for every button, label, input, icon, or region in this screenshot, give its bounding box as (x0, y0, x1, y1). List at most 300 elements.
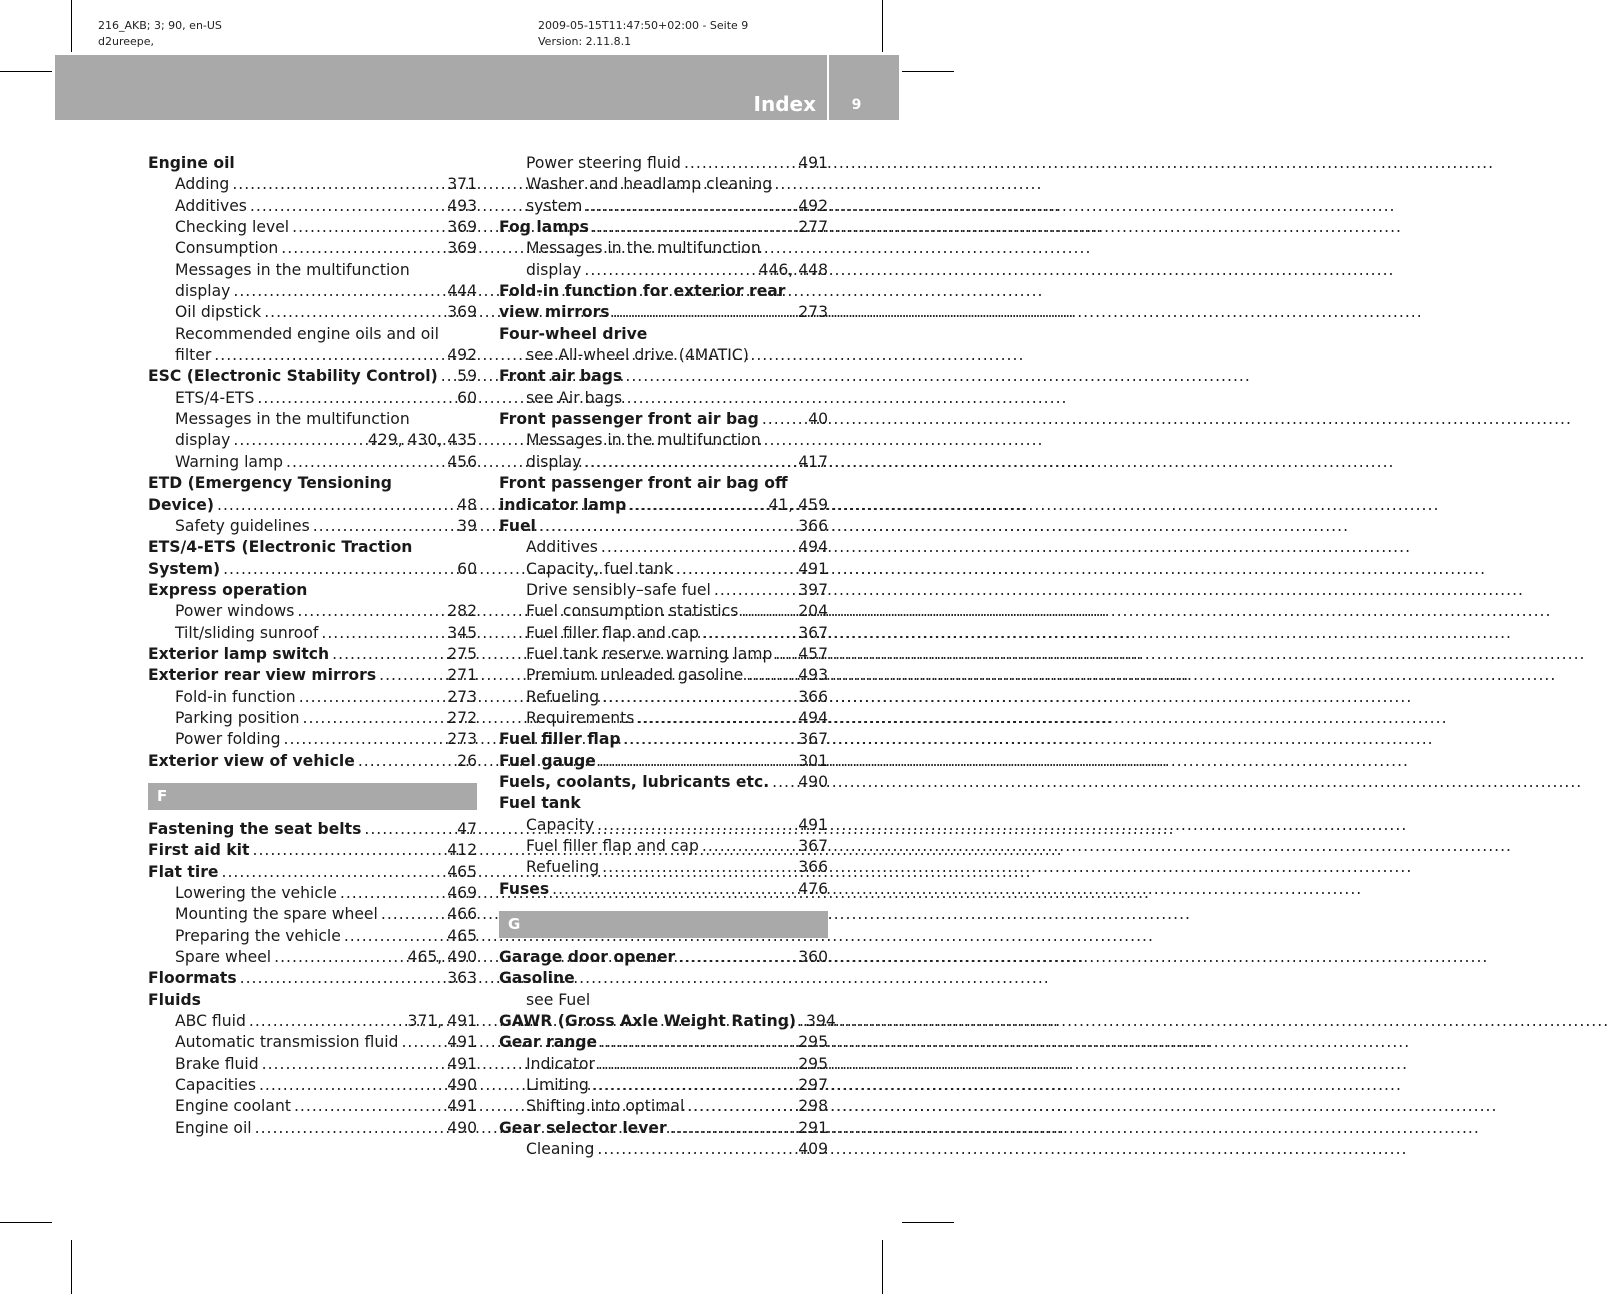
dot-leader (673, 559, 798, 580)
entry-page-ref: 26 (457, 751, 477, 770)
entry-term: Floormats (148, 969, 237, 988)
dot-leader (337, 883, 447, 904)
entry-page-ref: 363 (447, 969, 477, 988)
entry-page-ref: 491 (447, 1033, 477, 1052)
entry-term: Exterior view of vehicle (148, 751, 355, 770)
entry-term: Fluids (148, 990, 201, 1009)
entry-page-ref: 282 (447, 602, 477, 621)
entry-term: Messages in the multifunction (175, 410, 410, 429)
index-entry (148, 862, 477, 883)
index-entry (148, 366, 477, 387)
index-subentry (148, 729, 477, 750)
dot-leader (300, 708, 448, 729)
index-entry (148, 559, 477, 580)
entry-page-ref: 277 (798, 218, 828, 237)
index-subentry (148, 883, 477, 904)
dot-leader (229, 174, 447, 195)
dot-leader (252, 1118, 448, 1139)
dot-leader (711, 580, 798, 601)
entry-term: Gear range (499, 1033, 598, 1052)
index-entry (499, 495, 828, 516)
index-entry (499, 968, 828, 989)
index-subentry (499, 815, 828, 836)
entry-term: Front passenger front air bag (499, 410, 759, 429)
entry-term: Messages in the multifunction (526, 239, 761, 258)
section-header-f: F (148, 783, 477, 810)
dot-leader (438, 366, 457, 387)
dot-leader (283, 452, 447, 473)
dot-leader (634, 708, 798, 729)
index-entry (148, 495, 477, 516)
entry-term: Messages in the multifunction (526, 431, 761, 450)
index-subentry (499, 452, 828, 473)
entry-page-ref: 369 (447, 218, 477, 237)
entry-term: Fuel filler flap and cap (526, 837, 699, 855)
entry-page-ref: 295 (798, 1054, 828, 1073)
index-entry (499, 473, 828, 494)
entry-term: Recommended engine oils and oil (175, 324, 439, 343)
index-subentry (148, 1011, 477, 1032)
index-entry (499, 302, 828, 323)
index-subentry (148, 409, 477, 430)
index-subentry (499, 1075, 828, 1096)
index-subentry (148, 217, 477, 238)
entry-term: Drive sensibly–safe fuel (526, 580, 711, 599)
index-entry (148, 990, 477, 1011)
page-title: Index (753, 92, 816, 116)
dot-leader (214, 495, 457, 516)
index-subentry (499, 687, 828, 708)
dot-leader (599, 857, 798, 878)
index-subentry (499, 857, 828, 878)
entry-page-ref: 492 (798, 196, 828, 215)
dot-leader (759, 409, 808, 430)
dot-leader (536, 516, 798, 537)
dot-leader (211, 345, 447, 366)
index-subentry (148, 238, 477, 259)
index-subentry (499, 537, 828, 558)
entry-page-ref: 492 (447, 346, 477, 365)
dot-leader (378, 904, 447, 925)
entry-page-ref: 412 (447, 841, 477, 860)
entry-term: Fuels, coolants, lubricants etc. (499, 772, 770, 791)
dot-leader (597, 1032, 798, 1053)
index-subentry (499, 623, 828, 644)
entry-term: Capacities (175, 1076, 256, 1095)
entry-page-ref: 301 (798, 751, 828, 770)
index-entry (499, 947, 828, 968)
index-entry (499, 879, 828, 900)
dot-leader (599, 687, 798, 708)
entry-page-ref: 41, 459 (768, 495, 828, 514)
index-subentry (499, 601, 828, 622)
dot-leader (247, 196, 447, 217)
entry-page-ref: 491 (447, 1097, 477, 1116)
entry-page-ref: 476 (798, 879, 828, 898)
entry-page-ref: 367 (798, 623, 828, 642)
entry-term: First aid kit (148, 841, 250, 860)
entry-term: Gasoline (499, 969, 575, 988)
index-subentry (148, 345, 477, 366)
dot-leader (595, 1054, 798, 1075)
entry-term: Capacity (526, 815, 595, 834)
entry-page-ref: 273 (447, 730, 477, 749)
dot-leader (699, 623, 798, 644)
index-subentry (148, 926, 477, 947)
index-subentry (148, 1032, 477, 1053)
entry-term: Four-wheel drive (499, 324, 648, 343)
entry-term: Lowering the vehicle (175, 884, 337, 902)
entry-term: Exterior rear view mirrors (148, 666, 377, 685)
entry-page-ref: 204 (798, 602, 828, 621)
entry-term: Cleaning (526, 1140, 595, 1159)
index-subentry (499, 559, 828, 580)
dot-leader (398, 1032, 447, 1053)
index-subentry (499, 260, 828, 281)
dot-leader (261, 302, 447, 323)
entry-term: Front air bags (499, 367, 623, 386)
entry-page-ref: 298 (798, 1097, 828, 1116)
entry-page-ref: 47 (457, 819, 477, 838)
dot-leader (699, 836, 798, 857)
entry-term: Power windows (175, 602, 295, 621)
entry-page-ref: 366 (798, 516, 828, 535)
dot-leader (596, 751, 798, 772)
entry-term: Shifting into optimal (526, 1097, 685, 1116)
index-subentry (499, 388, 828, 409)
entry-page-ref: 394 (806, 1012, 836, 1031)
index-entry (499, 793, 828, 814)
print-meta-line: Version: 2.11.8.1 (538, 35, 632, 48)
entry-page-ref: 59 (457, 367, 477, 386)
entry-term: ESC (Electronic Stability Control) (148, 367, 438, 386)
index-entry (499, 772, 828, 793)
entry-page-ref: 491 (798, 154, 828, 172)
entry-page-ref: 465, 490 (407, 948, 477, 967)
section-header-g: G (499, 911, 828, 938)
entry-term: Engine coolant (175, 1097, 291, 1116)
entry-term: Warning lamp (175, 452, 284, 471)
entry-term: Fold-in function for exterior rear (499, 282, 786, 301)
entry-term: display (175, 282, 231, 301)
index-subentry (148, 174, 477, 195)
dot-leader (667, 1118, 799, 1139)
crop-mark (882, 0, 883, 52)
print-meta-line: d2ureepe, (98, 35, 155, 48)
entry-page-ref: 465 (447, 862, 477, 881)
entry-term: Indicator (526, 1054, 595, 1073)
print-meta-left (98, 18, 222, 50)
index-entry (148, 665, 477, 686)
index-subentry (148, 516, 477, 537)
index-entry (148, 153, 477, 174)
index-column-left (148, 153, 477, 1139)
entry-term: Checking level (175, 218, 290, 237)
entry-page-ref: 275 (447, 644, 477, 663)
index-entry (499, 409, 828, 430)
entry-term: system (526, 196, 583, 215)
index-entry (499, 1032, 828, 1053)
entry-page-ref: 295 (798, 1033, 828, 1052)
dot-leader (220, 559, 457, 580)
index-subentry (148, 904, 477, 925)
index-subentry (499, 345, 828, 366)
entry-term: Safety guidelines (175, 516, 310, 535)
dot-leader (280, 729, 447, 750)
index-entry (499, 281, 828, 302)
entry-page-ref: 409 (798, 1140, 828, 1159)
index-subentry (499, 174, 828, 195)
dot-leader (249, 840, 447, 861)
dot-leader (329, 644, 447, 665)
dot-leader (271, 947, 407, 968)
entry-page-ref: 446, 448 (758, 260, 828, 279)
index-subentry (148, 1054, 477, 1075)
entry-page-ref: 291 (798, 1118, 828, 1137)
index-subentry (499, 1096, 828, 1117)
dot-leader (594, 1139, 798, 1160)
dot-leader (796, 1011, 806, 1032)
entry-term: Fuel tank reserve warning lamp (526, 644, 773, 663)
entry-page-ref: 40 (808, 410, 828, 429)
index-entry (148, 840, 477, 861)
index-subentry (499, 708, 828, 729)
index-subentry (499, 836, 828, 857)
index-subentry (499, 430, 828, 451)
entry-term: Fuel filler flap (499, 730, 621, 749)
entry-page-ref: 273 (447, 687, 477, 706)
dot-leader (246, 1011, 408, 1032)
entry-term: display (175, 431, 231, 450)
entry-term: Fuel (499, 516, 536, 535)
dot-leader (743, 665, 798, 686)
index-subentry (499, 990, 828, 1011)
entry-page-ref: 491 (798, 559, 828, 578)
entry-term: Mounting the spare wheel (175, 905, 378, 924)
entry-term: Tilt/sliding sunroof (175, 623, 319, 642)
entry-term: Additives (175, 196, 247, 215)
index-entry (148, 644, 477, 665)
entry-term: Oil dipstick (175, 303, 262, 322)
entry-page-ref: 297 (798, 1076, 828, 1095)
entry-term: Requirements (526, 708, 635, 727)
entry-page-ref: 490 (798, 772, 828, 791)
entry-page-ref: 417 (798, 452, 828, 471)
entry-term: Parking position (175, 708, 300, 727)
dot-leader (294, 601, 447, 622)
entry-term: Engine oil (148, 154, 235, 172)
entry-term: Garage door opener (499, 948, 676, 967)
entry-page-ref: 60 (457, 559, 477, 578)
entry-term: Premium unleaded gasoline (526, 666, 744, 685)
entry-page-ref: 371, 491 (407, 1012, 477, 1031)
index-subentry (148, 196, 477, 217)
dot-leader (254, 388, 457, 409)
entry-page-ref: 345 (447, 623, 477, 642)
entry-term: Brake fluid (175, 1054, 259, 1073)
print-meta-line: 2009-05-15T11:47:50+02:00 - Seite 9 (538, 19, 749, 32)
index-entry (499, 217, 828, 238)
entry-page-ref: 465 (447, 926, 477, 945)
index-subentry (148, 1118, 477, 1139)
index-subentry (148, 601, 477, 622)
dot-leader (594, 815, 798, 836)
entry-page-ref: 490 (447, 1076, 477, 1095)
entry-term: Messages in the multifunction (175, 260, 410, 279)
entry-term: Express operation (148, 580, 308, 599)
index-subentry (148, 1096, 477, 1117)
entry-page-ref: 494 (798, 708, 828, 727)
entry-term: Adding (175, 175, 230, 194)
dot-leader (310, 516, 457, 537)
index-entry (499, 366, 828, 387)
crop-mark (902, 71, 954, 72)
entry-term: Fog lamps (499, 218, 589, 237)
dot-leader (230, 430, 368, 451)
dot-leader (259, 1054, 448, 1075)
entry-page-ref: 48 (457, 495, 477, 514)
dot-leader (256, 1075, 447, 1096)
index-subentry (148, 430, 477, 451)
entry-term: see All-wheel drive (4MATIC) (526, 346, 749, 365)
index-entry (499, 1011, 836, 1032)
index-subentry (499, 1139, 828, 1160)
index-entry (148, 751, 477, 772)
dot-leader (589, 217, 798, 238)
index-subentry (148, 687, 477, 708)
dot-leader (291, 1096, 447, 1117)
dot-leader (361, 819, 457, 840)
entry-term: Gear selector lever (499, 1118, 667, 1137)
entry-term: Flat tire (148, 862, 219, 881)
index-subentry (499, 665, 828, 686)
index-entry (499, 751, 828, 772)
entry-page-ref: 397 (798, 580, 828, 599)
entry-page-ref: 469 (447, 884, 477, 902)
entry-term: display (526, 260, 582, 279)
entry-page-ref: 366 (798, 687, 828, 706)
index-subentry (148, 947, 477, 968)
dot-leader (598, 537, 798, 558)
entry-page-ref: 366 (798, 858, 828, 877)
entry-term: Fuses (499, 879, 550, 898)
entry-page-ref: 367 (798, 730, 828, 749)
entry-term: Preparing the vehicle (175, 926, 341, 945)
index-entry (148, 537, 477, 558)
crop-mark (902, 1222, 954, 1223)
entry-term: ETD (Emergency Tensioning (148, 474, 392, 493)
dot-leader (230, 281, 447, 302)
entry-term: ABC fluid (175, 1012, 246, 1031)
index-entry (499, 324, 828, 345)
entry-term: Consumption (175, 239, 279, 258)
entry-term: Limiting (526, 1076, 589, 1095)
entry-term: filter (175, 346, 212, 365)
entry-term: Exterior lamp switch (148, 644, 330, 663)
index-subentry (148, 1075, 477, 1096)
entry-term: Refueling (526, 687, 600, 706)
index-entry (499, 729, 828, 750)
entry-page-ref: 490 (447, 1118, 477, 1137)
entry-page-ref: 493 (447, 196, 477, 215)
index-subentry (499, 196, 828, 217)
crop-mark (71, 1240, 72, 1294)
dot-leader (341, 926, 447, 947)
index-subentry (499, 1054, 828, 1075)
entry-page-ref: 457 (798, 644, 828, 663)
entry-page-ref: 271 (447, 666, 477, 685)
dot-leader (296, 687, 448, 708)
entry-term: Additives (526, 538, 598, 557)
entry-term: GAWR (Gross Axle Weight Rating) (499, 1012, 797, 1031)
crop-mark (0, 71, 52, 72)
crop-mark (71, 0, 72, 52)
entry-page-ref: 367 (798, 837, 828, 855)
entry-term: see Fuel (526, 990, 591, 1009)
index-subentry (499, 644, 828, 665)
entry-term: Front passenger front air bag off (499, 474, 788, 493)
entry-term: Automatic transmission fluid (175, 1033, 399, 1052)
index-subentry (148, 623, 477, 644)
entry-term: view mirrors (499, 303, 610, 322)
dot-leader (610, 302, 799, 323)
entry-term: Capacity, fuel tank (526, 559, 673, 578)
entry-term: Fold-in function (175, 687, 296, 706)
entry-page-ref: 369 (447, 303, 477, 322)
entry-page-ref: 466 (447, 905, 477, 924)
entry-term: see Air bags (526, 388, 623, 407)
index-entry (148, 968, 477, 989)
print-meta-line: 216_AKB; 3; 90, en-US (98, 19, 222, 32)
entry-term: indicator lamp (499, 495, 627, 514)
dot-leader (376, 665, 447, 686)
entry-term: Power steering fluid (526, 154, 681, 172)
entry-term: System) (148, 559, 221, 578)
index-subentry (148, 452, 477, 473)
dot-leader (318, 623, 447, 644)
index-entry (148, 473, 477, 494)
index-subentry (148, 302, 477, 323)
dot-leader (626, 495, 768, 516)
dot-leader (769, 772, 798, 793)
entry-term: Engine oil (175, 1118, 252, 1137)
entry-term: display (526, 452, 582, 471)
dot-leader (681, 153, 798, 174)
dot-leader (278, 238, 447, 259)
dot-leader (581, 452, 798, 473)
entry-term: Fuel filler flap and cap (526, 623, 699, 642)
dot-leader (684, 1096, 798, 1117)
entry-page-ref: 493 (798, 666, 828, 685)
dot-leader (621, 729, 799, 750)
entry-term: Refueling (526, 858, 600, 877)
entry-term: Fuel tank (499, 794, 581, 813)
entry-term: ETS/4-ETS (Electronic Traction (148, 538, 413, 557)
dot-leader (218, 862, 447, 883)
dot-leader (289, 217, 447, 238)
entry-term: Fuel consumption statistics (526, 602, 739, 621)
dot-leader (237, 968, 448, 989)
index-subentry (148, 281, 477, 302)
index-subentry (148, 388, 477, 409)
entry-page-ref: 273 (798, 303, 828, 322)
entry-page-ref: 371 (447, 175, 477, 194)
dot-leader (355, 751, 457, 772)
dot-leader (772, 644, 798, 665)
index-subentry (499, 153, 828, 174)
entry-page-ref: 272 (447, 708, 477, 727)
index-entry (499, 516, 828, 537)
